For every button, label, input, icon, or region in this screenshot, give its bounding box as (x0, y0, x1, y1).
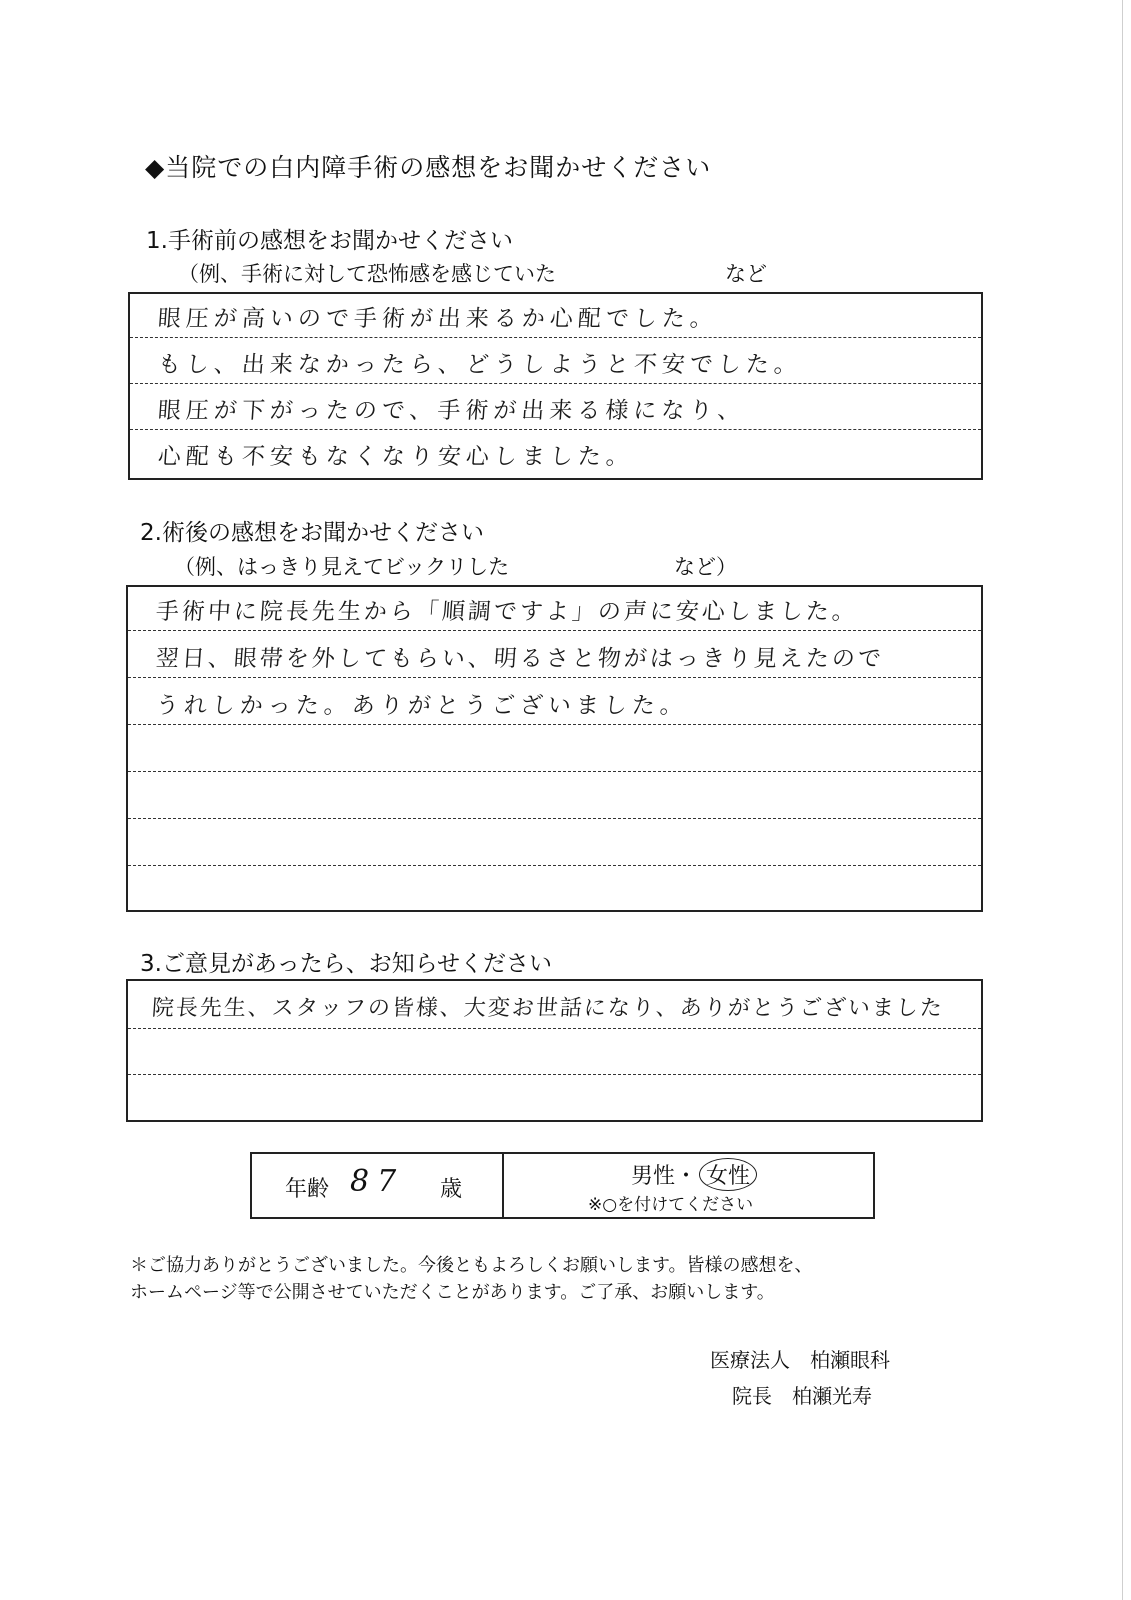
ruled-line (128, 1028, 981, 1029)
section1-heading: 1.手術前の感想をお聞かせください (146, 228, 513, 254)
section1-answer-line: 眼圧が高いので手術が出来るか心配でした。 (156, 306, 719, 332)
section1-example (178, 258, 767, 288)
ruled-line (128, 677, 981, 678)
ruled-line (130, 383, 981, 384)
ruled-line (128, 724, 981, 725)
ruled-line (128, 630, 981, 631)
section3-answer-line: 院長先生、スタッフの皆様、大変お世話になり、ありがとうございました (150, 996, 945, 1021)
ruled-line (128, 818, 981, 819)
thanks-note-line2: ホームページ等で公開させていただくことがあります。ご了承、お願いします。 (130, 1282, 775, 1303)
section2-answer-line: 手術中に院長先生から「順調ですよ」の声に安心しました。 (154, 599, 859, 625)
ruled-line (128, 865, 981, 866)
section3-answer-box (126, 979, 983, 1122)
director-name: 院長 柏瀬光寿 (732, 1384, 872, 1408)
ruled-line (130, 337, 981, 338)
scan-edge-line (1122, 0, 1123, 1600)
age-label: 年齢 (285, 1177, 330, 1202)
section1-example-text: （例、手術に対して恐怖感を感じていた (178, 262, 556, 286)
section1-example-suffix: など (725, 262, 767, 286)
age-cell (252, 1154, 504, 1217)
section1-answer-line: もし、出来なかったら、どうしようと不安でした。 (156, 352, 803, 378)
age-unit: 歳 (440, 1177, 463, 1202)
ruled-line (128, 771, 981, 772)
section2-answer-box (126, 585, 983, 912)
gender-male-option: 男性 (631, 1164, 676, 1189)
clinic-name: 医療法人 柏瀬眼科 (710, 1348, 890, 1372)
section1-answer-box (128, 292, 983, 480)
gender-options (631, 1158, 757, 1191)
section2-example-suffix: など） (674, 555, 737, 579)
gender-separator: ・ (675, 1164, 698, 1189)
ruled-line (130, 429, 981, 430)
section2-heading: 2.術後の感想をお聞かせください (140, 520, 484, 546)
thanks-note-line1: ＊ご協力ありがとうございました。今後ともよろしくお願いします。皆様の感想を、 (130, 1255, 813, 1276)
respondent-info-table (250, 1152, 875, 1219)
page-title: ◆当院での白内障手術の感想をお聞かせください (145, 153, 712, 182)
section1-answer-line: 心配も不安もなくなり安心しました。 (156, 444, 635, 470)
section3-heading: 3.ご意見があったら、お知らせください (140, 951, 553, 977)
section2-answer-line: うれしかった。ありがとうございました。 (154, 693, 689, 719)
section2-example (174, 551, 737, 581)
gender-cell (504, 1154, 873, 1217)
gender-instruction: ※○を付けてください (588, 1195, 754, 1215)
section2-example-text: （例、はっきり見えてビックリした (174, 555, 510, 579)
section2-answer-line: 翌日、眼帯を外してもらい、明るさと物がはっきり見えたので (154, 646, 885, 672)
gender-female-option-circled: 女性 (699, 1158, 757, 1191)
section1-answer-line: 眼圧が下がったので、手術が出来る様になり、 (156, 398, 747, 424)
ruled-line (128, 1074, 981, 1075)
age-value: 87 (350, 1164, 405, 1199)
